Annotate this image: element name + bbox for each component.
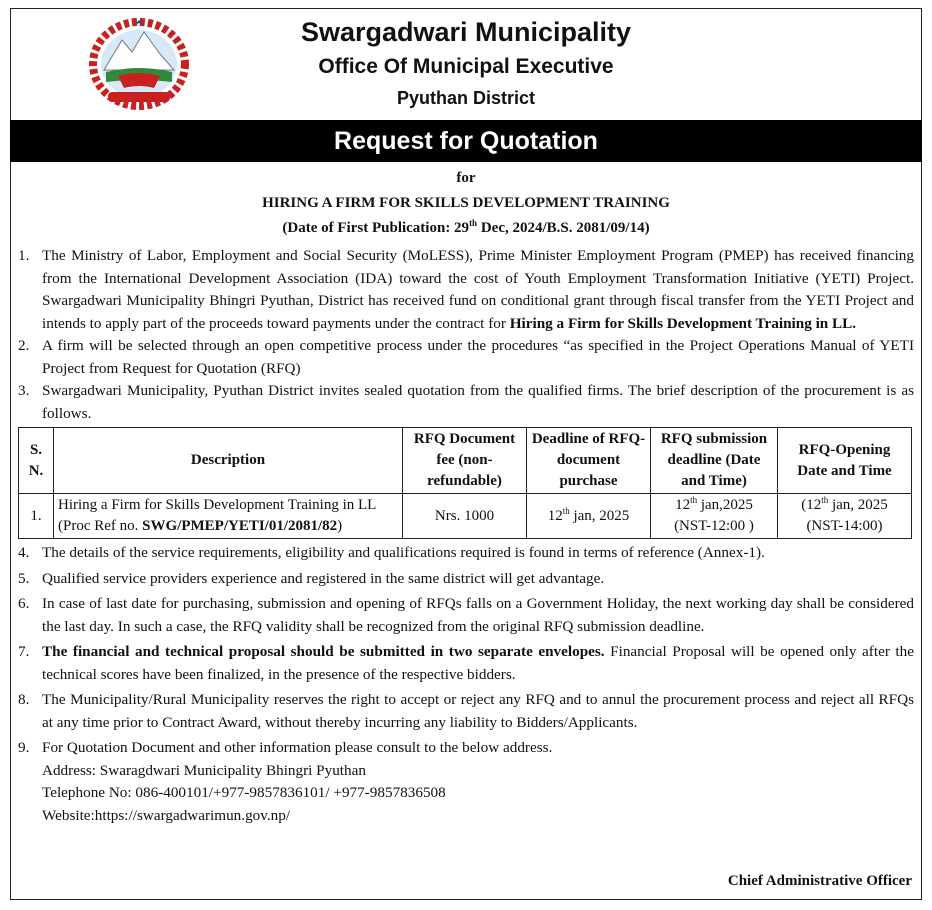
item-number: 9. [18, 739, 30, 756]
col-submission: RFQ submission deadline (Date and Time) [651, 428, 778, 494]
item-text: For Quotation Document and other information please consult to the below address. [42, 739, 553, 756]
list-item [18, 542, 914, 565]
item-bold-text: The financial and technical proposal should be submitted in two separate envelopes. [42, 643, 605, 660]
item-number: 4. [18, 544, 30, 561]
item-text: Financial Proposal will be opened only after the technical scores have been finalized, in the presence of the respective bidders. [42, 643, 914, 683]
item-number: 5. [18, 569, 30, 587]
item-number: 8. [18, 691, 30, 708]
office-subtitle: Office Of Municipal Executive [318, 55, 614, 78]
list-item [18, 689, 914, 734]
procurement-table [18, 427, 912, 539]
item-text: The Ministry of Labor, Employment and Social Security (MoLESS), Prime Minister Employment Program (PMEP) has received financing from the International Development Association (IDA) toward the cost of Youth Employment Transformation Initiative (YETI) Project. Swargadwari Municipality Bhingri Pyuthan, District has received fund on conditional grant through fiscal transfer from the YETI Project and intends to apply part of the proceeds toward payments under the contract for [42, 247, 914, 332]
item-text: The details of the service requirements, eligibility and qualifications required is found in terms of reference (Annex-1). [42, 544, 765, 561]
col-description: Description [54, 428, 403, 494]
municipality-title: Swargadwari Municipality [300, 17, 632, 47]
col-fee: RFQ Document fee (non-refundable) [403, 428, 527, 494]
notice-body [18, 245, 914, 827]
cell-description: Hiring a Firm for Skills Development Training in LL (Proc Ref no. SWG/PMEP/YETI/01/2081/82) [54, 494, 403, 539]
publication-date: (Date of First Publication: 29th Dec, 2024/B.S. 2081/09/14) [282, 218, 650, 236]
table-row [19, 494, 912, 539]
cell-sn: 1. [19, 494, 54, 539]
col-sn: S. N. [19, 428, 54, 494]
signatory: Chief Administrative Officer [727, 873, 912, 889]
item-text: Swargadwari Municipality, Pyuthan District invites sealed quotation from the qualified firms. The brief description of the procurement is as follows. [42, 382, 914, 422]
contact-address: Address: Swaragdwari Municipality Bhingri Pyuthan [42, 761, 366, 779]
item-bold-text: Hiring a Firm for Skills Development Training in LL. [509, 314, 857, 332]
cell-submission: 12th jan,2025 (NST-12:00 ) [651, 494, 778, 539]
for-label: for [456, 170, 476, 186]
item-text: In case of last date for purchasing, submission and opening of RFQs falls on a Government Holiday, the next working day shall be considered the last day. In such a case, the RFQ validity shall be recognized from the original RFQ submission deadline. [42, 595, 914, 635]
rfq-banner: Request for Quotation [10, 120, 922, 162]
list-item [18, 593, 914, 638]
contact-website: Website:https://swargadwarimun.gov.np/ [42, 806, 291, 824]
item-number: 2. [18, 337, 30, 354]
col-deadline: Deadline of RFQ-document purchase [527, 428, 651, 494]
district-name: Pyuthan District [396, 88, 536, 108]
list-item [18, 380, 914, 425]
cell-opening: (12th jan, 2025 (NST-14:00) [778, 494, 912, 539]
list-item [18, 641, 914, 686]
cell-deadline: 12th jan, 2025 [527, 494, 651, 539]
list-item [18, 737, 914, 827]
item-number: 7. [18, 643, 30, 660]
item-number: 6. [18, 595, 30, 612]
assignment-title: HIRING A FIRM FOR SKILLS DEVELOPMENT TRAINING [262, 195, 670, 211]
item-number: 1. [18, 247, 30, 264]
item-text: A firm will be selected through an open competitive process under the procedures “as specified in the Project Operations Manual of YETI Project from Request for Quotation (RFQ) [42, 337, 914, 377]
cell-fee: Nrs. 1000 [403, 494, 527, 539]
list-item [18, 568, 914, 591]
table-header-row [19, 428, 912, 494]
item-text: Qualified service providers experience and registered in the same district will get advantage. [42, 569, 605, 587]
list-item [18, 245, 914, 335]
list-item [18, 335, 914, 380]
contact-telephone: Telephone No: 086-400101/+977-9857836101/ +977-9857836508 [42, 784, 446, 801]
col-opening: RFQ-Opening Date and Time [778, 428, 912, 494]
item-text: The Municipality/Rural Municipality reserves the right to accept or reject any RFQ and to annul the procurement process and reject all RFQs at any time prior to Contract Award, without thereby incurring any liability to Bidders/Applicants. [42, 691, 914, 731]
item-number: 3. [18, 382, 30, 399]
